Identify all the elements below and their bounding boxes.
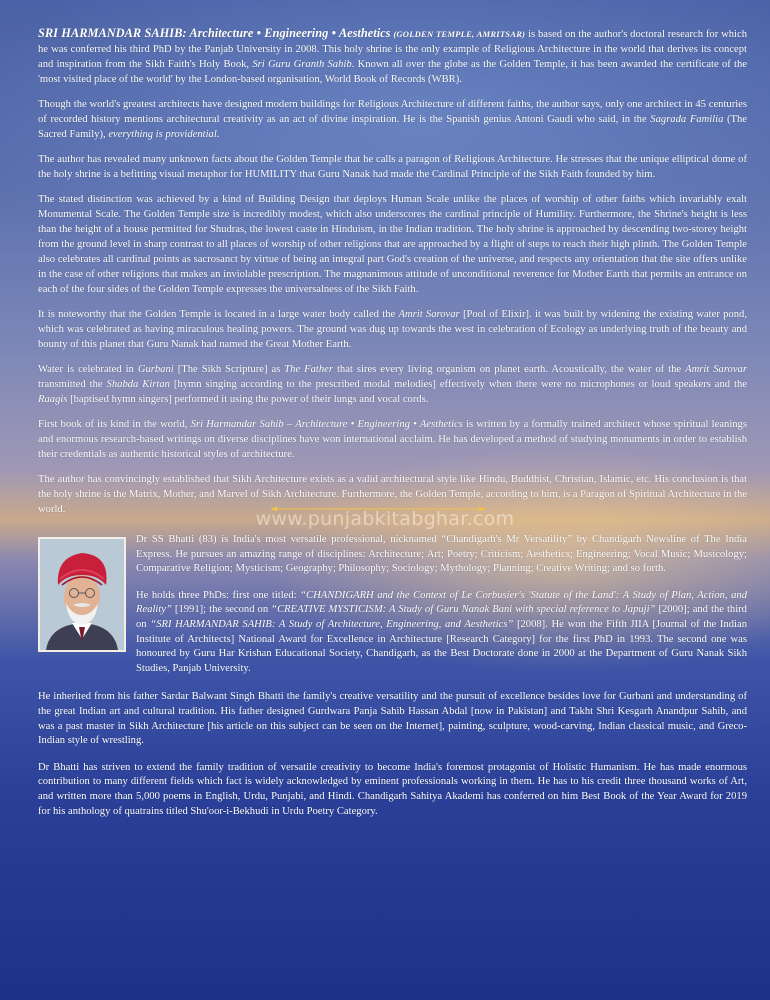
intro-paragraph-4: The stated distinction was achieved by a kind of Building Design that deploys Human Scale unlike the places of worship of other faiths which invariably exalt Monumental Scale. The Golden Temple size is incredibly modest, which also underscores the cardinal principle of Humility. Furthermore, the Shrine's height is less than the height of a house permitted for Shudras, the lowest caste in Hinduism, in the Indian tradition. The holy shrine is approached by descending two-storey height from the ground level in sharp contrast to all places of worship of other religions that are approached by a flight of steps to reach their high plinth. The Golden Temple also celebrates all cardinal points as sacrosanct by virtue of being an integral part God's creation of the universe, and respects any orientation that the site offers unlike in the case of other religions that makes an inviolable prescription. The magnanimous attitude of unconditional reverence for Mother Earth that permits an entrance on each of the four sides of the Golden Temple expresses the universalness of the Sikh Faith. (38, 194, 747, 295)
bio-paragraph-2: He holds three PhDs: first one titled: “CHANDIGARH and the Context of Le Corbusier's 'Statute of the Land': A Study of Plan, Action, and Reality” [1991]; the second on “CREATIVE MYSTICISM: A Study of Guru Nanak Bani with special reference to Japuji” [2000]; and the third on “SRI HARMANDAR SAHIB: A Study of Architecture, Engineering, and Aesthetics” [2008]. He won the Fifth JIIA [Journal of the Indian Institute of Architects] National Award for Excellence in Architecture [Research Category] for the first PhD in 1993. The second one was honoured by Guru Har Krishan Educational Society, Chandigarh, as the Best Doctorate done in 2000 at the Department of Guru Nanak Sikh Studies, Panjab University. (136, 589, 747, 674)
intro-paragraph-1: SRI HARMANDAR SAHIB: Architecture • Engineering • Aesthetics (GOLDEN TEMPLE, AMRITSAR) is based on the author's doctoral research for which he was conferred his third PhD by the Panjab University in 2008. This holy shrine is the only example of Religious Architecture in the world that derives its concept and inspiration from the Sikh Faith's Holy Book, Sri Guru Granth Sahib. Known all over the globe as the Golden Temple, it has been awarded the certificate of the 'most visited place of the world' by the London-based organisation, World Book of Records (WBR). (38, 26, 747, 85)
intro-paragraph-6: Water is celebrated in Gurbani [The Sikh Scripture] as The Father that sires every living organism on planet earth. Acoustically, the water of the Amrit Sarovar transmitted the Shabda Kirtan [hymn singing according to the prescribed modal melodies] effectively when there were no microphones or loud speakers and the Raagis [baptised hymn singers] performed it using the power of their lungs and vocal cords. (38, 364, 747, 405)
intro-paragraph-5: It is noteworthy that the Golden Temple is located in a large water body called the Amrit Sarovar [Pool of Elixir]. it was built by widening the existing water pond, which was celebrated as having miraculous healing powers. The ground was dug up towards the west in celebration of Ecology as underlying truth of the beauty and bounty of this planet that Guru Nanak had named the Great Mother Earth. (38, 309, 747, 350)
bio-paragraph-3: He inherited from his father Sardar Balwant Singh Bhatti the family's creative versatility and the pursuit of excellence besides love for Gurbani and understanding of the great Indian art and cultural tradition. His father designed Gurdwara Panja Sahib Hassan Abdal [now in Pakistan] and Takht Shri Kesgarh Anandpur Sahib, and was a past master in Sikh Architecture [his article on this subject can be seen on the Internet], painting, sculpture, wood-carving, Indian classical music, and Greco-Indian style of wrestling. (38, 691, 747, 747)
watermark: www.punjabkitabghar.com (255, 508, 515, 530)
intro-paragraph-3: The author has revealed many unknown facts about the Golden Temple that he calls a paragon of Religious Architecture. He stresses that the unique elliptical dome of the holy shrine is a befitting visual metaphor for HUMILITY that Guru Nanak had made the Cardinal Principle of the Sikh Faith founded by him. (38, 154, 747, 180)
book-title: SRI HARMANDAR SAHIB: Architecture • Engineering • Aesthetics (38, 26, 391, 40)
author-bio (38, 533, 747, 831)
bio-paragraph-1: Dr SS Bhatti (83) is India's most versatile professional, nicknamed “Chandigarh's Mr Versatility” by Chandigarh Newsline of The India Express. He pursues an amazing range of disciplines: Architecture; Art; Poetry; Criticism; Aesthetics; Engineering; Vocal Music; Musicology; Comparative Religion; Mysticism; Geography; Philosophy; Sociology; Mythology; Planning; Creative Writing; and so forth. (136, 534, 747, 575)
intro-paragraph-2: Though the world's greatest architects have designed modern buildings for Religious Architecture of different faiths, the author says, only one architect in 45 centuries of recorded history mentions architectural creativity as an act of divine inspiration. He is the Spanish genius Antoni Gaudi who said, in the Sagrada Familia (The Sacred Family), everything is providential. (38, 99, 747, 140)
blurb (38, 26, 747, 527)
bio-paragraph-4: Dr Bhatti has striven to extend the family tradition of versatile creativity to become India's foremost protagonist of Holistic Humanism. He has made enormous contribution to many different fields which fact is widely acknowledged by eminent professionals working in them. He has to his credit three thousand works of Art, and written more than 5,000 poems in English, Urdu, Punjabi, and Hindi. Chandigarh Sahitya Akademi has conferred on him Best Book of the Year Award for 2019 for his anthology of quatrains titled Shu'oor-i-Bekhudi in Urdu Poetry Category. (38, 761, 747, 817)
intro-paragraph-7: First book of its kind in the world, Sri Harmandar Sahib – Architecture • Engineering • Aesthetics is written by a formally trained architect whose spiritual leanings and enormous research-based writings on diverse disciplines have won international acclaim. He has developed a method of studying monuments in order to establish their credentials as authentic historical styles of architecture. (38, 419, 747, 460)
book-subtitle: (GOLDEN TEMPLE, AMRITSAR) (393, 29, 526, 39)
intro-paragraph-8: The author has convincingly established that Sikh Architecture exists as a valid architectural style like Hindu, Buddhist, Christian, Islamic, etc. His conclusion is that the holy shrine is the Matrix, Mother, and Marvel of Sikh Architecture. Furthermore, the Golden Temple, according to him, is a Paragon of Spiritual Architecture in the world. (38, 474, 747, 515)
